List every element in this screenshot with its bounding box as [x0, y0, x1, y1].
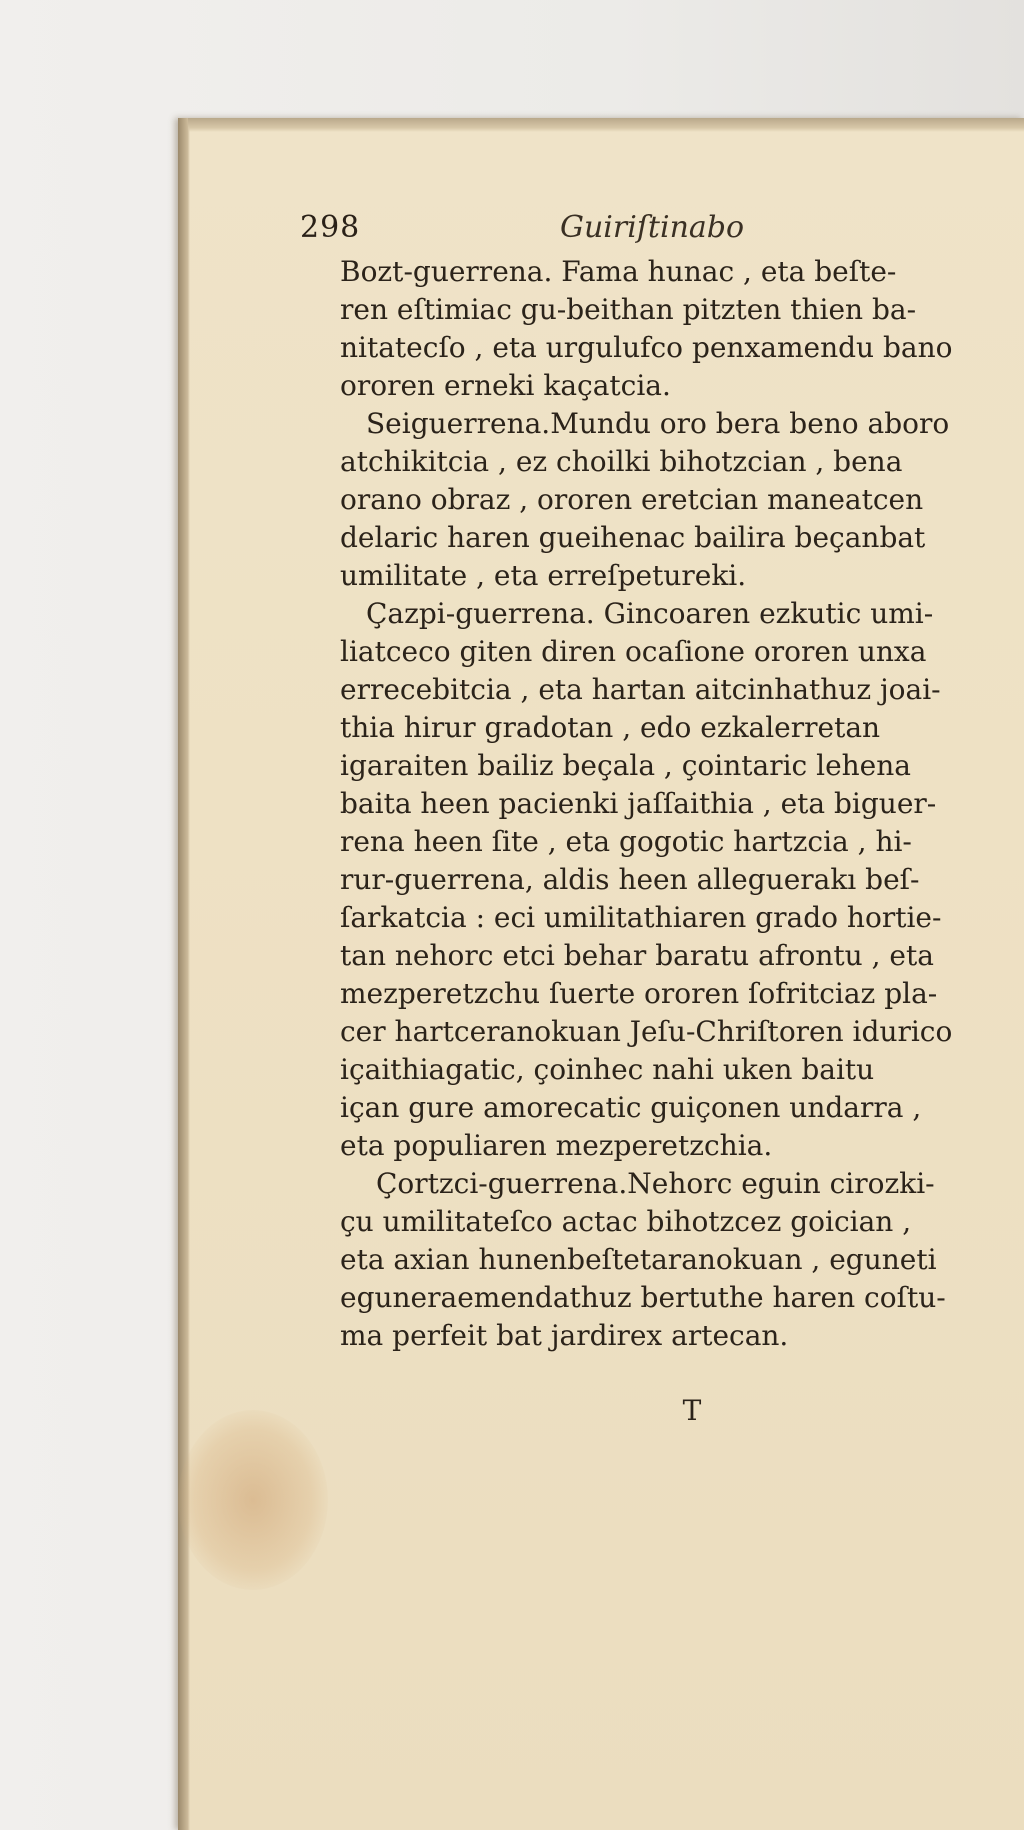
- running-head: [300, 210, 860, 250]
- text-line: baita heen pacienki jaſſaithia , eta biguer-: [340, 787, 937, 820]
- text-line: umilitate , eta erreſpetureki.: [340, 559, 747, 592]
- page-top-edge: [188, 118, 1024, 132]
- text-line: Çortzci-guerrena.Nehorc eguin cirozki-: [376, 1167, 935, 1200]
- text-line: orano obraz , ororen eretcian maneatcen: [340, 483, 924, 516]
- text-line: liatceco giten diren ocaſione ororen unxa: [340, 635, 927, 668]
- text-line: çu umilitateſco actac bihotzcez goician ,: [340, 1205, 912, 1238]
- text-line: igaraiten bailiz beçala , çointaric lehena: [340, 749, 911, 782]
- text-line: ororen erneki kaçatcia.: [340, 369, 671, 402]
- text-line: Seiguerrena.Mundu oro bera beno aboro: [366, 407, 950, 440]
- text-line: ma perfeit bat jardirex artecan.: [340, 1319, 789, 1352]
- page-number: 298: [300, 210, 361, 245]
- text-line: ſarkatcia : eci umilitathiaren grado hortie-: [340, 901, 942, 934]
- printer-signature-mark: T: [682, 1394, 702, 1427]
- text-line: mezperetzchu ſuerte ororen ſofritciaz pla-: [340, 977, 938, 1010]
- text-line: eguneraemendathuz bertuthe haren coſtu-: [340, 1281, 946, 1314]
- text-line: tan nehorc etci behar baratu afrontu , eta: [340, 939, 934, 972]
- text-line: Bozt-guerrena. Fama hunac , eta beſte-: [340, 255, 897, 288]
- text-line: rena heen ſite , eta gogotic hartzcia , hi-: [340, 825, 912, 858]
- body-text: [340, 252, 1000, 1362]
- text-line: thia hirur gradotan , edo ezkalerretan: [340, 711, 881, 744]
- text-line: cer hartceranokuan Jeſu-Chriſtoren idurico: [340, 1015, 953, 1048]
- text-line: errecebitcia , eta hartan aitcinhathuz joai-: [340, 673, 941, 706]
- text-line: rur-guerrena, aldis heen alleguerakı beſ-: [340, 863, 920, 896]
- text-line: Çazpi-guerrena. Gincoaren ezkutic umi-: [366, 597, 934, 630]
- text-line: delaric haren gueihenac bailira beçanbat: [340, 521, 926, 554]
- text-line: içan gure amorecatic guiçonen undarra ,: [340, 1091, 922, 1124]
- text-line: eta axian hunenbeſtetaranokuan , eguneti: [340, 1243, 937, 1276]
- text-line: atchikitcia , ez choilki bihotzcian , bena: [340, 445, 903, 478]
- text-line: içaithiagatic, çoinhec nahi uken baitu: [340, 1053, 875, 1086]
- text-line: eta populiaren mezperetzchia.: [340, 1129, 773, 1162]
- text-line: ren eſtimiac gu-beithan pitzten thien ba-: [340, 293, 917, 326]
- paper-stain: [178, 1410, 328, 1590]
- page-binding-shadow: [178, 118, 190, 1830]
- text-line: nitatecſo , eta urgulufco penxamendu bano: [340, 331, 953, 364]
- running-title: Guiriſtinabo: [560, 210, 745, 245]
